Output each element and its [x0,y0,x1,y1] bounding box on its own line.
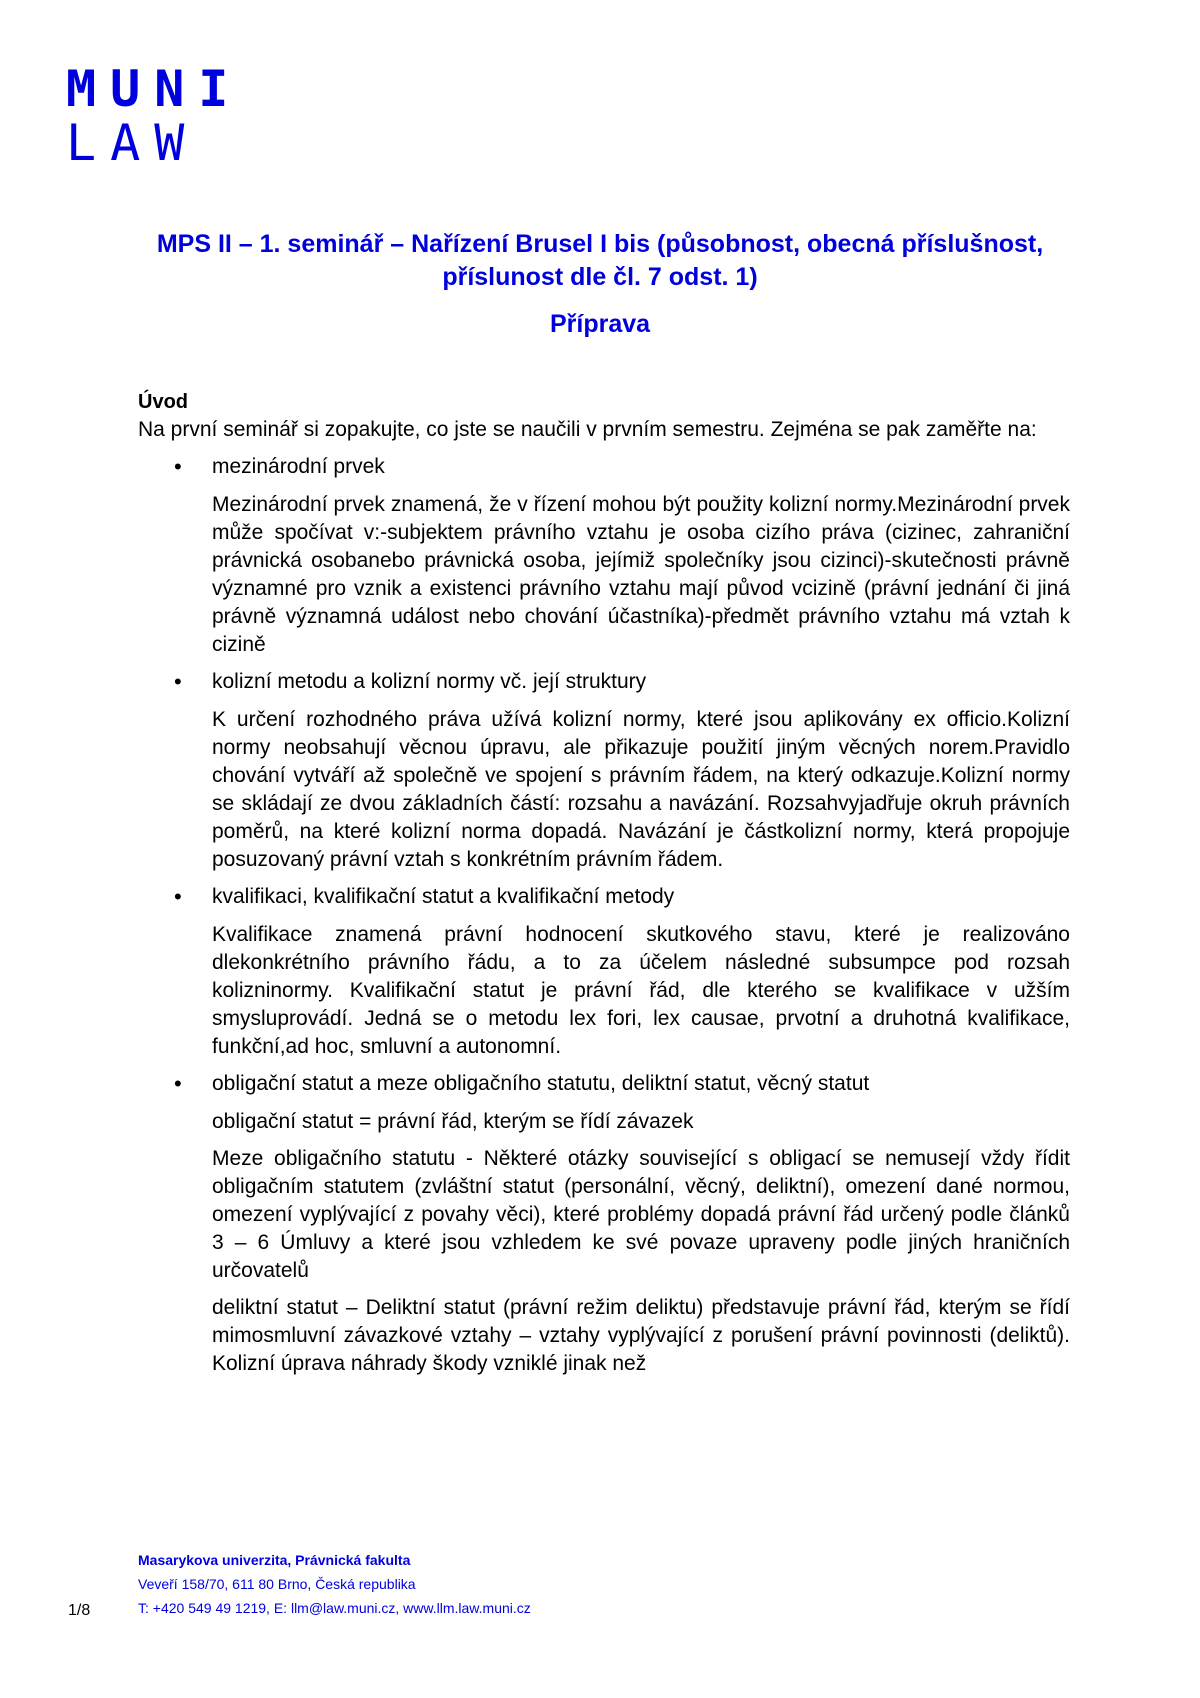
list-item-paragraph: obligační statut = právní řád, kterým se řídí závazek [212,1110,694,1133]
list-item-title: obligační statut a meze obligačního statutu, deliktní statut, věcný statut [212,1072,870,1095]
page-number: 1/8 [68,1602,91,1619]
muni-law-logo [66,62,242,170]
bullet-icon: • [174,884,182,909]
list-item-paragraph: Kvalifikace znamená právní hodnocení skutkového stavu, které je realizováno dlekonkrétního právního řádu, a to za účelem následné subsumpce pod rozsah kolizninormy. Kvalifikační statut je právní řád, dle kterého se kvalifikace v užším smysluprovádí. Jedná se o metodu lex fori, lex causae, prvotní a druhotná kvalifikace, funkční,ad hoc, smluvní a autonomní. [212,923,1070,1058]
footer-institution: Masarykova univerzita, Právnická fakulta [138,1552,411,1568]
intro-text: Na první seminář si zopakujte, co jste se naučili v prvním semestru. Zejména se pak zaměřte na: [138,418,1037,441]
list-item-paragraph: deliktní statut – Deliktní statut (právní režim deliktu) představuje právní řád, kterým se řídí mimosmluvní závazkové vztahy – vztahy vyplývající z porušení právní povinnosti (deliktů). Kolizní úprava náhrady škody vzniklé jinak než [212,1296,1070,1375]
list-item-paragraph: Mezinárodní prvek znamená, že v řízení mohou být použity kolizní normy.Mezinárodní prvek může spočívat v:-subjektem právního vztahu je osoba cizího práva (cizinec, zahraniční právnická osobanebo právnická osoba, jejímiž společníky jsou cizinci)-skutečnosti právně významné pro vznik a existenci právního vztahu mají původ vcizině (právní jednání či jiná právně významná událost nebo chování účastníka)-předmět právního vztahu má vztah k cizině [212,493,1070,656]
list-item [138,668,1070,874]
list-item [138,883,1070,1061]
list-item-paragraph: K určení rozhodného práva užívá kolizní normy, které jsou aplikovány ex officio.Kolizní normy neobsahují věcnou úpravu, ale přikazuje použití jiným věcných norem.Pravidlo chování vytváří až společně ve spojení s právním řádem, na který odkazuje.Kolizní normy se skládají ze dvou základních částí: rozsahu a navázání. Rozsahvyjadřuje okruh právních poměrů, na které kolizní norma dopadá. Navázání je částkolizní normy, která propojuje posuzovaný právní vztah s konkrétním právním řádem. [212,708,1070,871]
list-item-title: kvalifikaci, kvalifikační statut a kvalifikační metody [212,885,675,908]
footer-address: Veveří 158/70, 611 80 Brno, Česká republika [138,1576,416,1592]
document-subtitle: Příprava [549,310,651,338]
footer-contact: T: +420 549 49 1219, E: llm@law.muni.cz, www.llm.law.muni.cz [138,1600,531,1616]
document-body [138,388,1070,1387]
logo-line-muni: MUNI [66,60,243,118]
document-title: MPS II – 1. seminář – Nařízení Brusel I bis (působnost, obecná příslušnost, příslunost dle čl. 7 odst. 1) [156,230,1044,291]
topic-list [138,453,1070,1378]
list-item-paragraph: Meze obligačního statutu - Některé otázky související s obligací se nemusejí vždy řídit obligačním statutem (zvláštní statut (personální, věcný, deliktní), omezení dané normou, omezení vyplývající z povahy věci), které problémy dopadá právní řád určený podle článků 3 – 6 Úmluvy a které jsou vzhledem ke své povaze upraveny podle jiných hraničních určovatelů [212,1147,1070,1282]
logo-line-law: LAW [66,114,199,172]
bullet-icon: • [174,669,182,694]
list-item [138,453,1070,659]
intro-heading: Úvod [138,391,188,413]
bullet-icon: • [174,1071,182,1096]
bullet-icon: • [174,454,182,479]
list-item-title: mezinárodní prvek [212,455,385,478]
list-item [138,1070,1070,1378]
page-footer [138,1548,531,1620]
list-item-title: kolizní metodu a kolizní normy vč. její struktury [212,670,647,693]
